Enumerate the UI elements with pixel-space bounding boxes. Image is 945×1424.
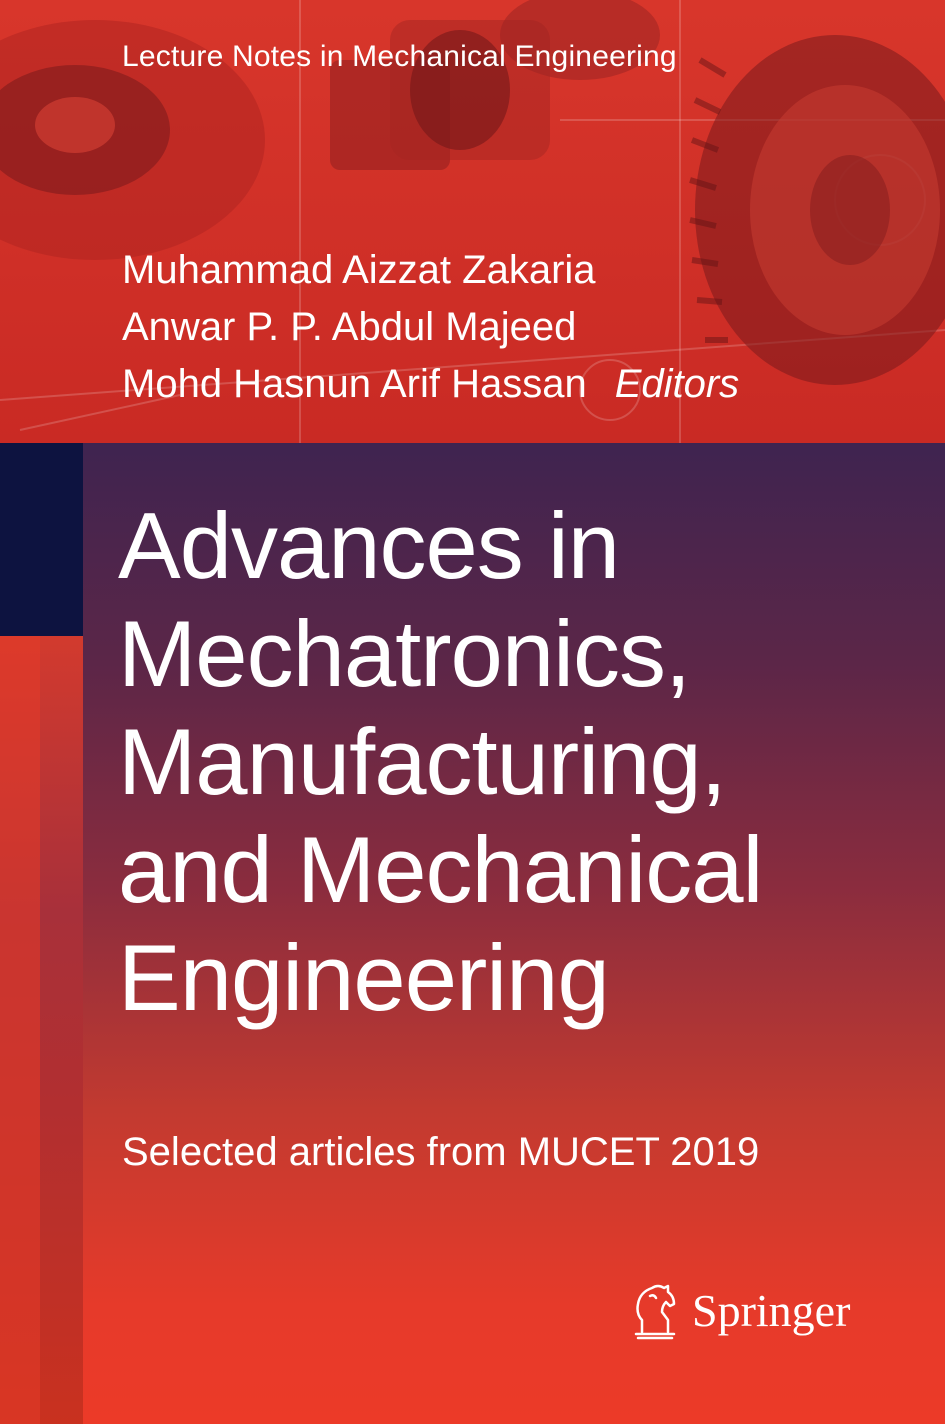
title-line: and Mechanical [118, 817, 763, 922]
navy-accent-block [0, 443, 83, 636]
springer-horse-icon [628, 1280, 686, 1340]
editor-name: Mohd Hasnun Arif Hassan [122, 362, 587, 406]
editors-label: Editors [614, 362, 740, 406]
publisher-logo [628, 1280, 850, 1340]
center-gear-shape [330, 0, 660, 170]
title-line: Engineering [118, 925, 609, 1030]
editor-name: Muhammad Aizzat Zakaria [122, 248, 596, 292]
editor-name-last [122, 356, 739, 413]
title-line: Mechatronics, [118, 601, 691, 706]
cover-image-band [0, 0, 945, 443]
book-title [118, 492, 762, 1032]
publisher-name: Springer [692, 1284, 851, 1336]
title-line: Manufacturing, [118, 709, 726, 814]
red-accent-strip [0, 636, 83, 1424]
title-line: Advances in [118, 493, 620, 598]
editor-name: Anwar P. P. Abdul Majeed [122, 305, 577, 349]
book-subtitle: Selected articles from MUCET 2019 [122, 1130, 760, 1174]
editors-block [122, 242, 739, 413]
series-title: Lecture Notes in Mechanical Engineering [122, 40, 677, 73]
